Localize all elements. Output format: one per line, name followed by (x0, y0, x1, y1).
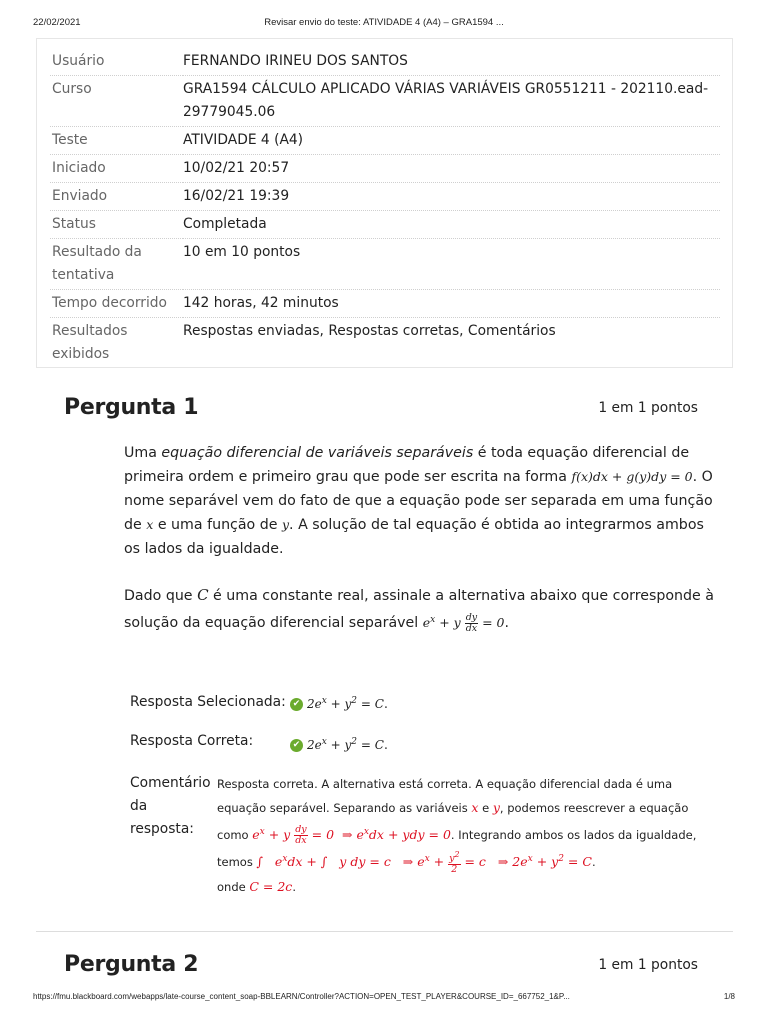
attempt-summary (36, 38, 733, 368)
summary-label: Resultados exibidos (52, 323, 128, 362)
print-page-number: 1/8 (723, 992, 735, 1001)
question-divider (36, 931, 733, 932)
summary-label: Status (50, 211, 183, 239)
summary-row (50, 290, 720, 318)
summary-label: Enviado (50, 183, 183, 211)
question-2-points: 1 em 1 pontos (598, 957, 698, 973)
summary-row (50, 239, 720, 290)
summary-row (50, 318, 720, 369)
question-equation: $e^x + y$ $\frac{dy}{dx}$ = 0 (422, 612, 505, 635)
summary-value: 142 horas, 42 minutos (183, 290, 720, 318)
summary-label: Usuário (50, 48, 183, 76)
question-1-title: Pergunta 1 (64, 395, 199, 420)
print-footer (0, 992, 768, 1006)
summary-label: Resultado da tentativa (50, 239, 183, 290)
separable-form-formula: f(x)dx + g(y)dy = 0 (571, 469, 693, 484)
selected-answer-label: Resposta Selecionada: (130, 694, 286, 710)
correct-answer-label: Resposta Correta: (130, 733, 254, 749)
print-header (0, 17, 768, 31)
summary-value: ATIVIDADE 4 (A4) (183, 127, 720, 155)
integrated-equation: ∫ $e^xdx$ + ∫ y dy = c ⇒ $e^x$ + $\frac{y^2}{2}$ = c ⇒ $2e^x + y^2 = C$ (256, 850, 592, 876)
correct-answer: ✔ $2e^x + y^2 = C$. (290, 737, 388, 753)
summary-value: Completada (183, 211, 720, 239)
summary-label: Iniciado (50, 155, 183, 183)
question-1-text (124, 441, 714, 635)
summary-value: 10/02/21 20:57 (183, 155, 720, 183)
question-1-paragraph-2: Dado que C é uma constante real, assinale a alternativa abaixo que corresponde à solução da equação diferencial separável $e^x + y$ $\frac{dy}{dx}$ = 0. (124, 586, 714, 635)
summary-row (50, 183, 720, 211)
selected-answer: ✔ $2e^x + y^2 = C$. (290, 696, 388, 712)
print-date: 22/02/2021 (33, 17, 81, 28)
summary-table (50, 48, 720, 368)
question-2-title: Pergunta 2 (64, 952, 199, 977)
correct-check-icon: ✔ (290, 698, 303, 711)
summary-label: Curso (50, 76, 183, 127)
summary-value: Respostas enviadas, Respostas corretas, Comentários (183, 323, 556, 339)
summary-row (50, 155, 720, 183)
print-title: Revisar envio do teste: ATIVIDADE 4 (A4) – GRA1594 ... (264, 17, 504, 28)
summary-row (50, 76, 720, 127)
question-1-paragraph-1: Uma equação diferencial de variáveis separáveis é toda equação diferencial de primeira ordem e primeiro grau que pode ser escrita na forma f(x)dx + g(y)dy = 0. O nome separável vem do fato de que a equação pode ser separada em uma função de x e uma função de y. A solução de tal equação é obtida ao integrarmos ambos os lados da igualdade. (124, 445, 713, 557)
correct-check-icon: ✔ (290, 739, 303, 752)
print-url: https://fmu.blackboard.com/webapps/late-course_content_soap-BBLEARN/Controller?ACTION=OPEN_TEST_PLAYER&COURSE_ID=_667752_1&P... (33, 992, 570, 1001)
summary-value: GRA1594 CÁLCULO APLICADO VÁRIAS VARIÁVEIS GR0551211 - 202110.ead-29779045.06 (183, 76, 720, 127)
summary-row (50, 48, 720, 76)
summary-label: Tempo decorrido (50, 290, 183, 318)
answer-comment: Resposta correta. A alternativa está correta. A equação diferencial dada é uma equação separável. Separando as variáveis x e y, podemos reescrever a equação como $e^x + y$ $\frac{dy}{dx}$ = 0 ⇒ $e^xdx$ + ydy = 0. Integrando ambos os lados da igualdade, temos ∫ $e^xdx$ + ∫ y dy = c ⇒ $e^x$ + $\frac{y^2}{2}$ = c ⇒ $2e^x + y^2 = C$. onde C = 2c. (217, 777, 697, 895)
summary-value: 10 em 10 pontos (183, 239, 720, 290)
rewritten-equation: $e^x + y$ $\frac{dy}{dx}$ = 0 ⇒ $e^xdx$ + ydy = 0 (252, 824, 451, 847)
question-1-points: 1 em 1 pontos (598, 400, 698, 416)
summary-row (50, 127, 720, 155)
summary-row (50, 211, 720, 239)
summary-value: FERNANDO IRINEU DOS SANTOS (183, 48, 720, 76)
comment-label: Comentário da resposta: (130, 775, 211, 837)
summary-label: Teste (50, 127, 183, 155)
summary-value: 16/02/21 19:39 (183, 183, 720, 211)
